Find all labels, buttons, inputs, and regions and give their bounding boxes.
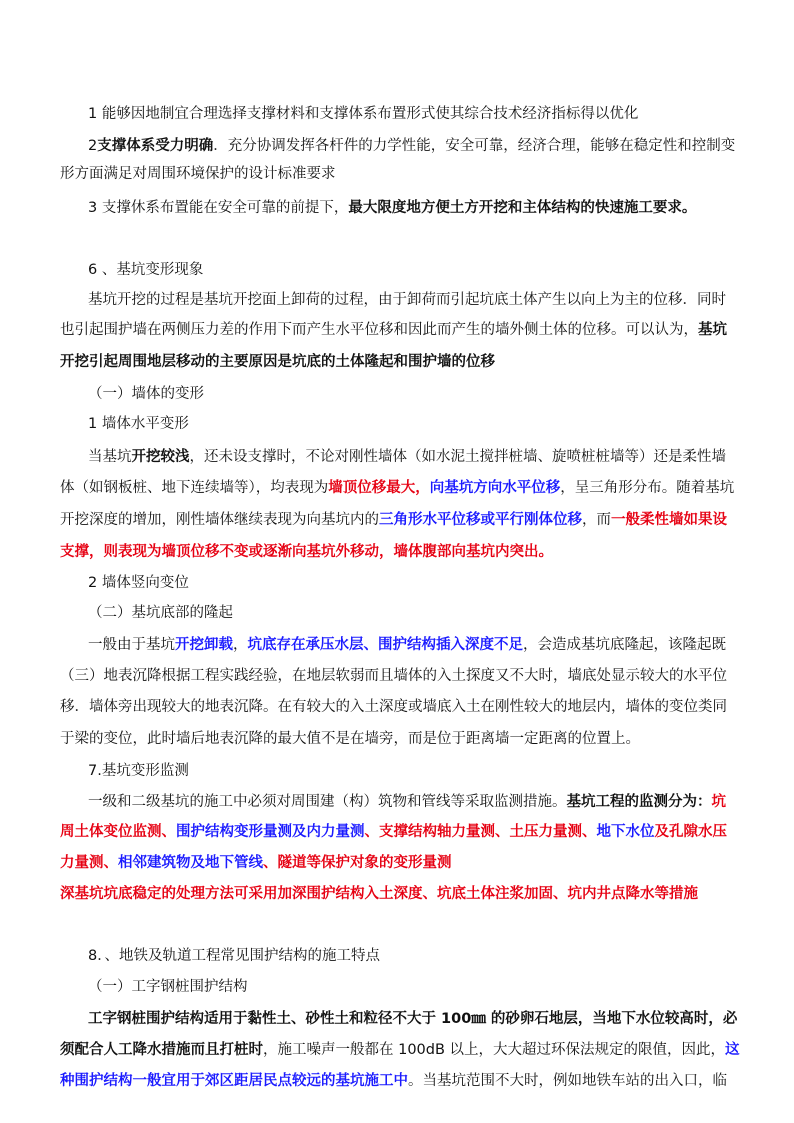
s6-line-3: 开挖引起周围地层移动的主要原因是坑底的土体隆起和围护墙的位移 [60,354,495,370]
s6-subheading-heave: （二）基坑底部的隆起 [88,605,233,621]
s8-line-c: 种围护结构一般宜用于郊区距居民点较远的基坑施工中。当基坑范围不大时，例如地铁车站的出入口，临 [60,1073,727,1089]
s7-line-a: 一级和二级基坑的施工中必须对周围建（构）筑物和管线等采取监测措施。基坑工程的监测分为：坑 [88,794,726,810]
s6-item-1: 1 墙体水平变形 [88,416,189,432]
s6-para-c: 开挖深度的增加，刚性墙体继续表现为向基坑内的三角形水平位移或平行刚体位移，而一般柔性墙如果设 [60,512,727,528]
s7-line-d: 深基坑坑底稳定的处理方法可采用加深围护结构入土深度、坑底土体注浆加固、坑内井点降水等措施 [60,886,698,902]
paragraph-support-item-1: 1 能够因地制宜合理选择支撑材料和支撑体系布置形式使其综合技术经济指标得以优化 [88,106,639,122]
paragraph-support-item-3: 3 支撑休系布置能在安全可靠的前提下，最大限度地方便土方开挖和主体结构的快速施工要求。 [88,200,697,216]
s6-heave-c: 移．墙体旁出现较大的地表沉降。在有较大的入土深度或墙底入土在刚性较大的地层内，墙体的变位类同 [60,699,727,715]
s6-item-2: 2 墙体竖向变位 [88,575,189,591]
paragraph-support-item-2: 2支撑体系受力明确．充分协调发挥各杆件的力学性能，安全可靠，经济合理，能够在稳定性和控制变 [88,138,736,154]
section-8-heading: 8．、地铁及轨道工程常见围护结构的施工特点 [88,948,380,964]
s6-subheading-wall: （一）墙体的变形 [88,386,204,402]
s8-subheading: （一）工字钢桩围护结构 [88,979,248,995]
section-6-heading: 6 、基坑变形现象 [88,262,204,278]
s6-heave-a: 一般由于基坑开挖卸载，坑底存在承压水层、围护结构插入深度不足，会造成基坑底隆起，该隆起既 [88,637,726,653]
s6-heave-b: （三）地表沉降根据工程实践经验，在地层软弱而且墙体的入土探度又不大时，墙底处显示较大的水平位 [60,668,727,684]
paragraph-support-item-2-cont: 形方面满足对周围环境保护的设计标准要求 [60,166,336,182]
s6-line-1: 基坑开挖的过程是基坑开挖面上卸荷的过程，由于卸荷而引起坑底土体产生以向上为主的位移．同时 [88,292,726,308]
section-7-heading: 7.基坑变形监测 [88,763,189,779]
s6-para-b: 体（如钢板桩、地下连续墙等），均表现为墙顶位移最大，向基坑方向水平位移，呈三角形分布。随着基坑 [60,480,735,496]
s6-heave-d: 于梁的变位，此时墙后地表沉降的最大值不是在墙旁，而是位于距离墙一定距离的位置上。 [60,731,640,747]
s8-line-a: 工字钢桩围护结构适用于黏性土、砂性土和粒径不大于 100㎜ 的砂卵石地层，当地下水位较高时，必 [88,1011,738,1027]
s8-line-b: 须配合人工降水措施而且打桩时，施工噪声一般都在 100dB 以上，大大超过环保法规定的限值，因此，这 [60,1042,740,1058]
s6-para-d: 支撑，则表现为墙顶位移不变或逐渐向基坑外移动，墙体腹部向基坑内突出。 [60,544,553,560]
s7-line-c: 力量测、相邻建筑物及地下管线、隧道等保护对象的变形量测 [60,855,452,871]
s7-line-b: 周土体变位监测、围护结构变形量测及内力量测、支撑结构轴力量测、土压力量测、地下水位及孔隙水压 [60,824,727,840]
s6-line-2: 也引起围护墙在两侧压力差的作用下而产生水平位移和因此而产生的墙外侧土体的位移。可以认为，基坑 [60,322,727,338]
bold-phrase: 支撑体系受力明确 [97,138,214,154]
bold-phrase: 最大限度地方便土方开挖和主体结构的快速施工要求。 [348,200,697,216]
s6-para-a: 当基坑开挖较浅，还未设支撑时，不论对刚性墙体（如水泥土搅拌桩墙、旋喷桩桩墙等）还是柔性墙 [88,449,726,465]
